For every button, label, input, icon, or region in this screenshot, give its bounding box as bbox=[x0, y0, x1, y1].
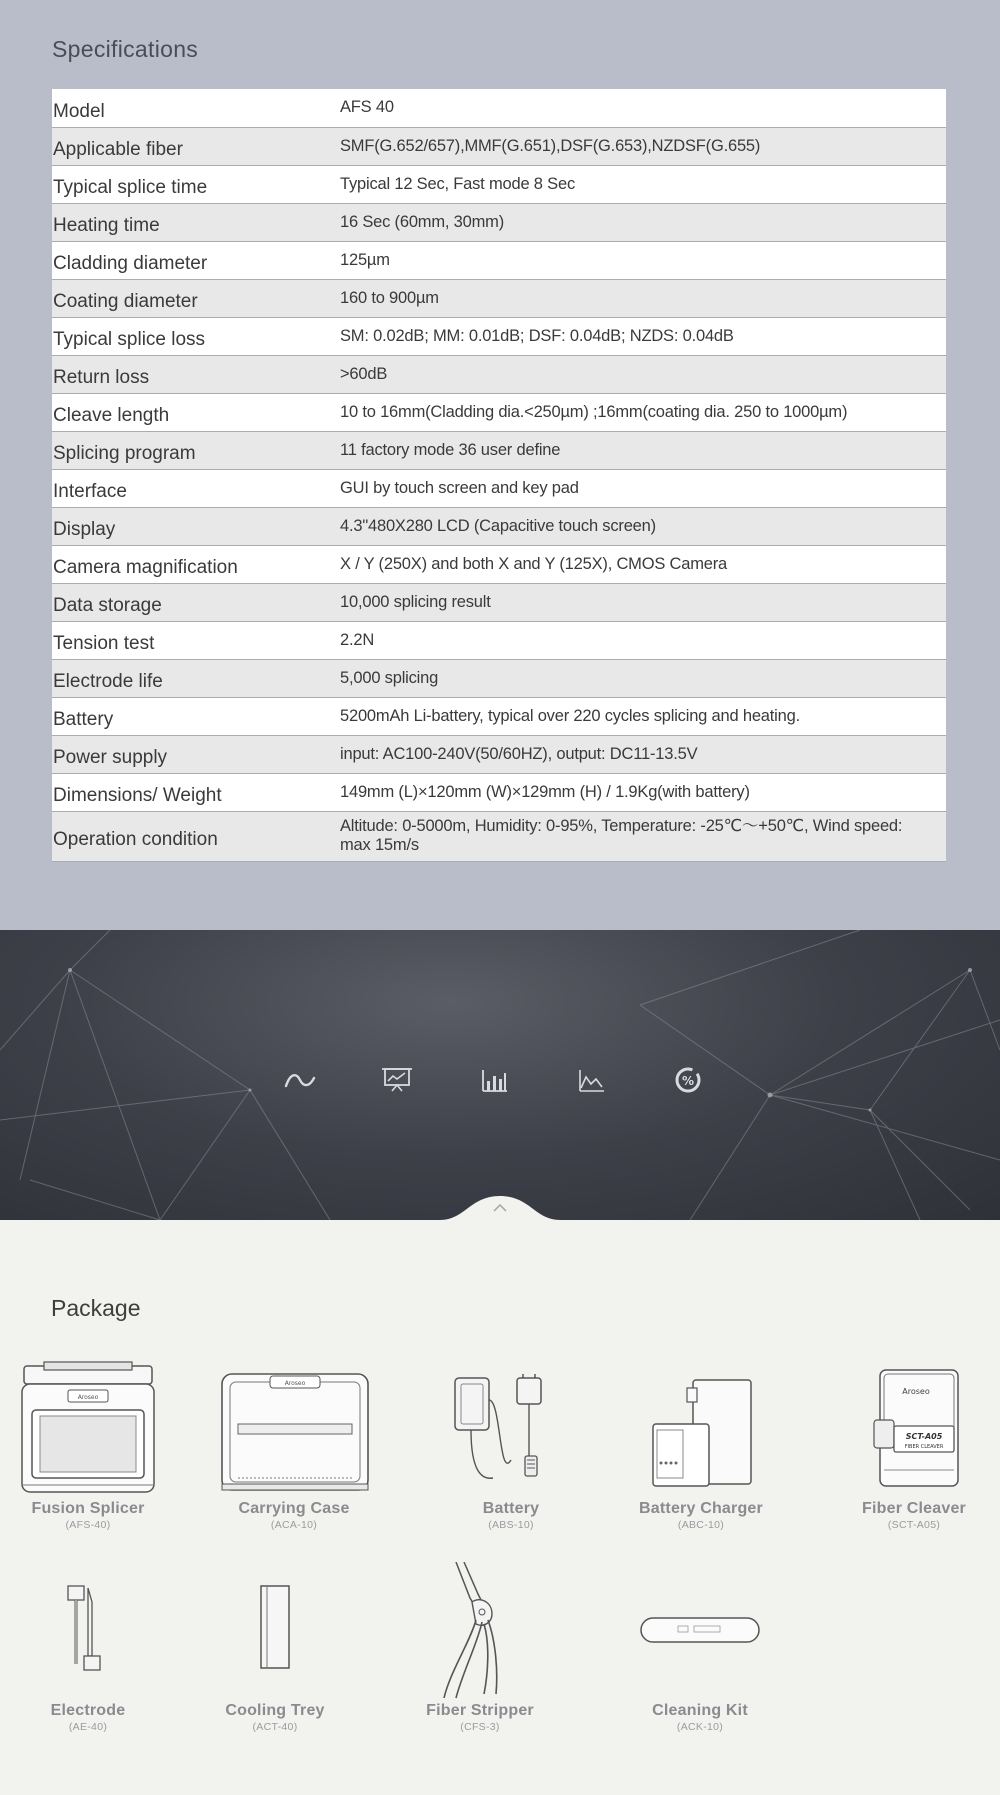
spec-value: 4.3"480X280 LCD (Capacitive touch screen) bbox=[340, 516, 656, 535]
spec-label: Typical splice time bbox=[53, 177, 208, 198]
package-item-carrying-case bbox=[194, 1360, 394, 1531]
cooling-tray-image bbox=[175, 1562, 375, 1702]
spec-value: Typical 12 Sec, Fast mode 8 Sec bbox=[340, 174, 575, 193]
electrode-image bbox=[0, 1562, 188, 1702]
spec-label: Display bbox=[53, 519, 116, 540]
package-item-code: (CFS-3) bbox=[460, 1721, 500, 1733]
fiber-cleaver-image bbox=[814, 1360, 1000, 1500]
spec-row bbox=[52, 279, 946, 317]
spec-row bbox=[52, 89, 946, 127]
package-item-code: (ABS-10) bbox=[488, 1519, 534, 1531]
spec-label: Interface bbox=[53, 481, 127, 502]
spec-row bbox=[52, 621, 946, 659]
package-item-name: Battery Charger bbox=[639, 1500, 763, 1517]
package-item-name: Carrying Case bbox=[238, 1500, 350, 1517]
fusion-splicer-image bbox=[0, 1360, 188, 1500]
package-item-cooling-trey bbox=[175, 1562, 375, 1733]
spec-value: 5200mAh Li-battery, typical over 220 cycles splicing and heating. bbox=[340, 706, 800, 725]
spec-row bbox=[52, 659, 946, 697]
spec-value: 149mm (L)×120mm (W)×129mm (H) / 1.9Kg(with battery) bbox=[340, 782, 750, 801]
spec-label: Cleave length bbox=[53, 405, 170, 426]
line-chart-icon[interactable] bbox=[571, 1060, 611, 1100]
package-item-code: (ACT-40) bbox=[252, 1721, 298, 1733]
battery-adapter-image bbox=[411, 1360, 611, 1500]
spec-row bbox=[52, 811, 946, 861]
spec-row bbox=[52, 127, 946, 165]
package-item-code: (AFS-40) bbox=[65, 1519, 111, 1531]
spec-row bbox=[52, 545, 946, 583]
spec-value: SMF(G.652/657),MMF(G.651),DSF(G.653),NZDSF(G.655) bbox=[340, 136, 761, 155]
spec-value: SM: 0.02dB; MM: 0.01dB; DSF: 0.04dB; NZDS: 0.04dB bbox=[340, 326, 734, 345]
spec-label: Power supply bbox=[53, 747, 168, 768]
spec-label: Model bbox=[53, 100, 105, 122]
package-item-code: (AE-40) bbox=[68, 1721, 108, 1733]
spec-value: 10,000 splicing result bbox=[340, 592, 491, 611]
spec-value: Altitude: 0-5000m, Humidity: 0-95%, Temperature: -25℃～+50℃, Wind speed: max 15m/s bbox=[340, 817, 903, 854]
spec-value: AFS 40 bbox=[340, 98, 394, 117]
battery-charger-image bbox=[601, 1360, 801, 1500]
package-item-code: (ACK-10) bbox=[676, 1721, 724, 1733]
svg-text:Aroseo: Aroseo bbox=[902, 1387, 930, 1396]
bar-chart-icon[interactable] bbox=[474, 1060, 514, 1100]
spec-label: Splicing program bbox=[53, 443, 196, 464]
cleaning-kit-image bbox=[600, 1562, 800, 1702]
package-item-code: (SCT-A05) bbox=[887, 1519, 941, 1531]
spec-value: 125µm bbox=[340, 250, 390, 269]
package-item-name: Fusion Splicer bbox=[31, 1500, 145, 1517]
package-item-fiber-cleaver bbox=[814, 1360, 1000, 1531]
specifications-table bbox=[52, 89, 946, 862]
svg-text:FIBER CLEAVER: FIBER CLEAVER bbox=[904, 1444, 944, 1450]
wave-icon[interactable] bbox=[280, 1060, 320, 1100]
spec-label: Dimensions/ Weight bbox=[53, 785, 222, 806]
package-item-name: Electrode bbox=[50, 1702, 126, 1719]
svg-text:SCT-A05: SCT-A05 bbox=[905, 1432, 943, 1441]
spec-label: Applicable fiber bbox=[53, 139, 183, 160]
spec-row bbox=[52, 431, 946, 469]
package-section bbox=[0, 1220, 1000, 1795]
spec-value: 160 to 900µm bbox=[340, 288, 439, 307]
spec-row bbox=[52, 469, 946, 507]
spec-value: 5,000 splicing bbox=[340, 668, 439, 687]
svg-text:Aroseo: Aroseo bbox=[284, 1380, 306, 1387]
package-item-code: (ACA-10) bbox=[270, 1519, 318, 1531]
spec-row bbox=[52, 317, 946, 355]
spec-label: Data storage bbox=[53, 595, 162, 616]
package-title: Package bbox=[51, 1295, 141, 1321]
spec-label: Cladding diameter bbox=[53, 253, 208, 274]
scroll-up-button[interactable] bbox=[440, 1180, 560, 1220]
spec-label: Coating diameter bbox=[53, 291, 198, 312]
spec-row bbox=[52, 507, 946, 545]
spec-label: Return loss bbox=[53, 367, 150, 388]
package-item-code: (ABC-10) bbox=[677, 1519, 725, 1531]
package-item-cleaning-kit bbox=[600, 1562, 800, 1733]
spec-label: Typical splice loss bbox=[53, 329, 206, 350]
spec-label: Operation condition bbox=[53, 829, 218, 850]
specifications-title: Specifications bbox=[52, 36, 199, 62]
spec-label: Camera magnification bbox=[53, 557, 238, 578]
spec-row bbox=[52, 355, 946, 393]
package-item-name: Cooling Trey bbox=[225, 1702, 325, 1719]
spec-value: X / Y (250X) and both X and Y (125X), CMOS Camera bbox=[340, 554, 728, 573]
package-item-name: Fiber Cleaver bbox=[862, 1500, 966, 1517]
package-item-name: Battery bbox=[482, 1500, 540, 1517]
svg-text:%: % bbox=[681, 1074, 695, 1088]
percent-badge-icon[interactable] bbox=[668, 1060, 708, 1100]
spec-label: Battery bbox=[53, 709, 114, 730]
svg-text:Aroseo: Aroseo bbox=[77, 1394, 99, 1401]
spec-row bbox=[52, 697, 946, 735]
spec-value: 16 Sec (60mm, 30mm) bbox=[340, 212, 504, 231]
spec-row bbox=[52, 241, 946, 279]
package-item-electrode bbox=[0, 1562, 188, 1733]
package-item-fusion-splicer bbox=[0, 1360, 188, 1531]
fiber-stripper-image bbox=[380, 1562, 580, 1702]
spec-value: input: AC100-240V(50/60HZ), output: DC11-13.5V bbox=[340, 744, 698, 763]
package-item-fiber-stripper bbox=[380, 1562, 580, 1733]
spec-value: GUI by touch screen and key pad bbox=[340, 478, 579, 497]
spec-value: 2.2N bbox=[340, 630, 375, 649]
spec-label: Tension test bbox=[53, 633, 155, 654]
feature-icon-row bbox=[280, 1060, 720, 1100]
package-item-battery bbox=[411, 1360, 611, 1531]
package-item-name: Fiber Stripper bbox=[426, 1702, 534, 1719]
spec-value: >60dB bbox=[340, 364, 388, 383]
presentation-chart-icon[interactable] bbox=[377, 1060, 417, 1100]
spec-row bbox=[52, 203, 946, 241]
package-item-battery-charger bbox=[601, 1360, 801, 1531]
spec-row bbox=[52, 773, 946, 811]
spec-row bbox=[52, 735, 946, 773]
carrying-case-image bbox=[194, 1360, 394, 1500]
spec-row bbox=[52, 583, 946, 621]
spec-value: 10 to 16mm(Cladding dia.<250µm) ;16mm(coating dia. 250 to 1000µm) bbox=[340, 402, 848, 421]
feature-banner bbox=[0, 930, 1000, 1220]
spec-label: Electrode life bbox=[53, 671, 163, 692]
spec-label: Heating time bbox=[53, 215, 160, 236]
package-item-name: Cleaning Kit bbox=[652, 1702, 748, 1719]
spec-value: 11 factory mode 36 user define bbox=[340, 440, 561, 459]
spec-row bbox=[52, 393, 946, 431]
spec-row bbox=[52, 165, 946, 203]
